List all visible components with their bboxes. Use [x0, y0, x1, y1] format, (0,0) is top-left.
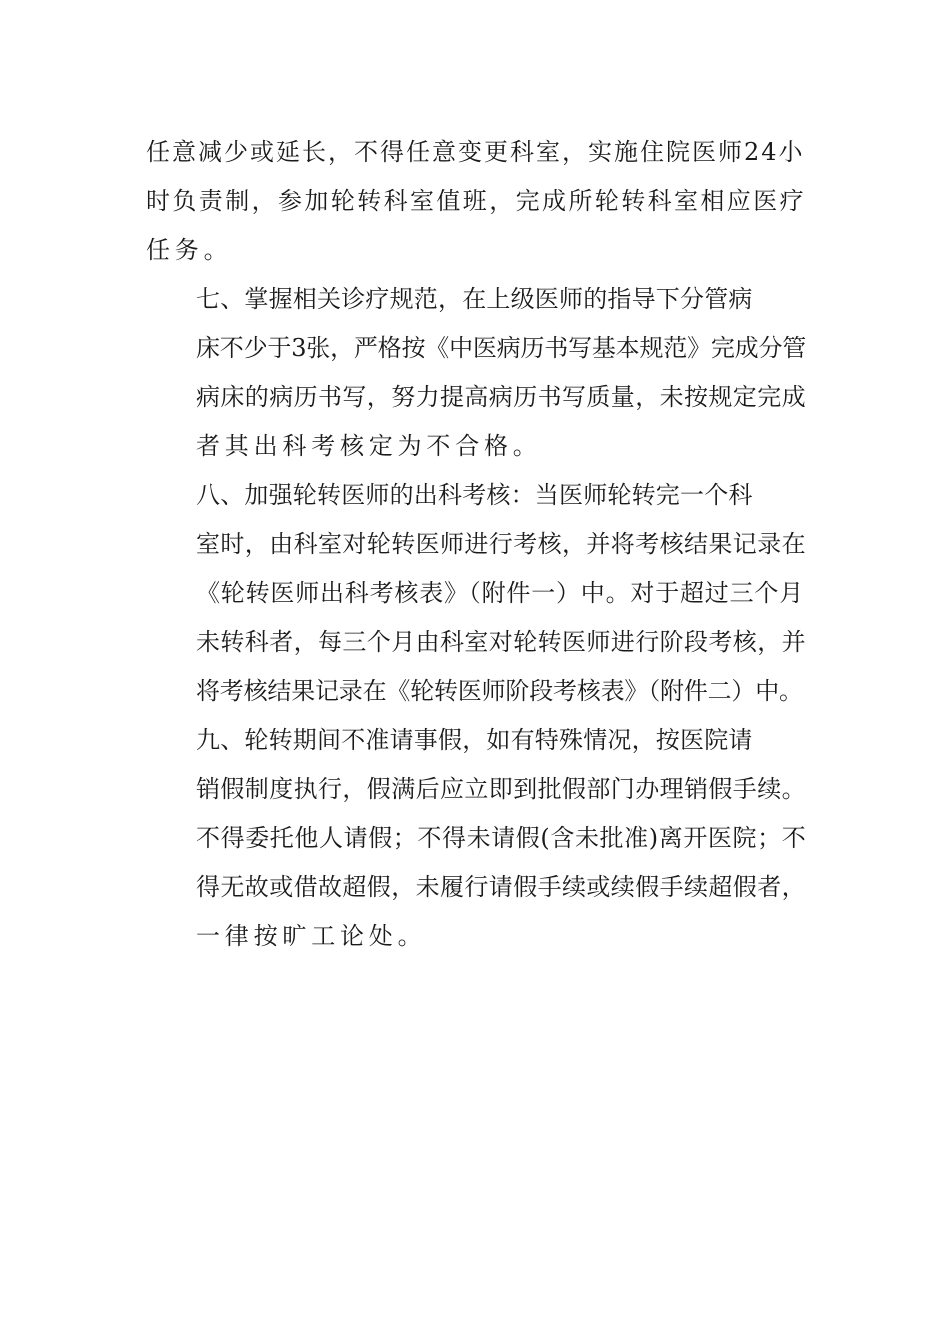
text-line: 得无故或借故超假，未履行请假手续或续假手续超假者， — [196, 873, 806, 901]
text-line: 时负责制，参加轮转科室值班，完成所轮转科室相应医疗 — [146, 187, 806, 215]
paragraph-continued — [146, 128, 806, 275]
text-line: 八、加强轮转医师的出科考核：当医师轮转完一个科 — [196, 481, 753, 509]
text-line: 床不少于3张，严格按《中医病历书写基本规范》完成分管 — [196, 334, 807, 362]
text-line: 任务。 — [146, 236, 233, 264]
paragraph-seven — [146, 275, 806, 471]
paragraph-eight — [146, 471, 806, 716]
text-line: 七、掌握相关诊疗规范，在上级医师的指导下分管病 — [196, 285, 753, 313]
text-line: 《轮转医师出科考核表》（附件一）中。对于超过三个月 — [196, 579, 804, 607]
document-body — [146, 128, 806, 961]
text-line: 未转科者，每三个月由科室对轮转医师进行阶段考核，并 — [196, 628, 806, 656]
text-line: 任意减少或延长，不得任意变更科室，实施住院医师24小 — [146, 138, 805, 166]
text-line: 一律按旷工论处。 — [196, 922, 427, 950]
paragraph-nine — [146, 716, 806, 961]
text-line: 销假制度执行，假满后应立即到批假部门办理销假手续。 — [196, 775, 806, 803]
text-line: 九、轮转期间不准请事假，如有特殊情况，按医院请 — [196, 726, 753, 754]
text-line: 病床的病历书写，努力提高病历书写质量，未按规定完成 — [196, 383, 806, 411]
text-line: 者其出科考核定为不合格。 — [196, 432, 542, 460]
text-line: 室时，由科室对轮转医师进行考核，并将考核结果记录在 — [196, 530, 806, 558]
text-line: 将考核结果记录在《轮转医师阶段考核表》（附件二）中。 — [196, 677, 803, 705]
text-line: 不得委托他人请假；不得未请假(含未批准)离开医院；不 — [196, 824, 807, 852]
